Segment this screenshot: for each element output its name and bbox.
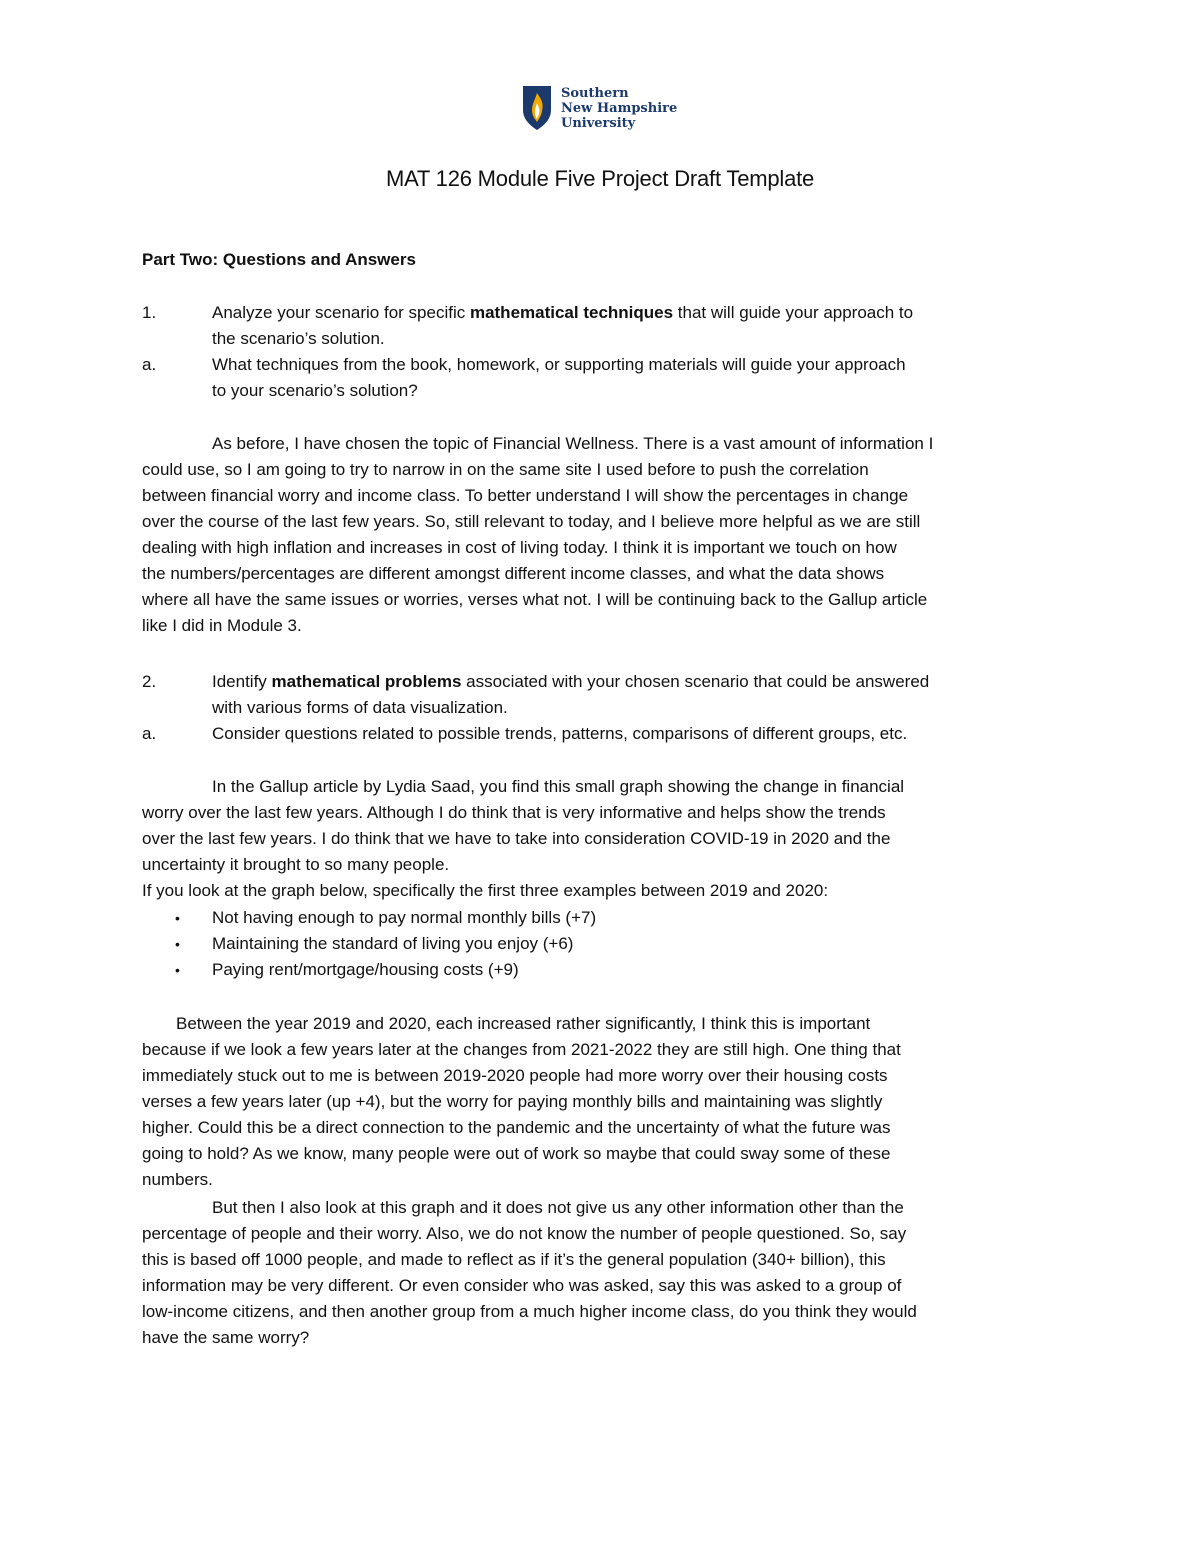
shield-flame-icon	[522, 85, 552, 131]
answer1-line: dealing with high inflation and increases in cost of living today. I think it is important we touch on how	[142, 538, 897, 557]
answer3-line: because if we look a few years later at the changes from 2021-2022 they are still high. One thing that	[142, 1040, 901, 1059]
answer3-line: going to hold? As we know, many people were out of work so maybe that could sway some of these	[142, 1144, 891, 1163]
bullet-item: Maintaining the standard of living you enjoy (+6)	[212, 934, 574, 953]
q2-cont: with various forms of data visualization.	[212, 698, 508, 717]
q1-pre: Analyze your scenario for specific	[212, 303, 470, 322]
q2a-line-1: Consider questions related to possible trends, patterns, comparisons of different groups, etc.	[212, 724, 908, 743]
answer2-line: uncertainty it brought to so many people.	[142, 855, 450, 874]
answer3-line: higher. Could this be a direct connection to the pandemic and the uncertainty of what the future was	[142, 1118, 891, 1137]
bullet-item: Paying rent/mortgage/housing costs (+9)	[212, 960, 519, 979]
logo-line-2: New Hampshire	[561, 100, 678, 116]
answer1-line: where all have the same issues or worries, verses what not. I will be continuing back to the Gallup article	[142, 590, 928, 609]
q2a-letter: a.	[142, 724, 157, 743]
document-title: MAT 126 Module Five Project Draft Template	[385, 166, 815, 191]
bullet-dot: •	[175, 936, 180, 952]
answer2-line: worry over the last few years. Although I do think that is very informative and helps show the trends	[142, 803, 886, 822]
bullet-dot: •	[175, 962, 180, 978]
q2-bold: mathematical problems	[271, 672, 462, 691]
answer3-line: percentage of people and their worry. Also, we do not know the number of people questioned. So, say	[142, 1224, 907, 1243]
answer3-line: immediately stuck out to me is between 2019-2020 people had more worry over their housing costs	[142, 1066, 888, 1085]
q1-number: 1.	[142, 303, 157, 322]
answer3-line: low-income citizens, and then another group from a much higher income class, do you think they would	[142, 1302, 917, 1321]
q2-pre: Identify	[212, 672, 272, 691]
answer3-line: have the same worry?	[142, 1328, 310, 1347]
answer3-line: Between the year 2019 and 2020, each increased rather significantly, I think this is important	[176, 1014, 871, 1033]
university-logo	[522, 84, 677, 132]
q2-post: associated with your chosen scenario that could be answered	[461, 672, 930, 691]
answer2-line: If you look at the graph below, specifically the first three examples between 2019 and 2020:	[142, 881, 829, 900]
q2-text	[212, 669, 1132, 695]
q1-post: that will guide your approach to	[673, 303, 914, 322]
q1a-letter: a.	[142, 355, 157, 374]
answer3-line: information may be very different. Or even consider who was asked, say this was asked to a group of	[142, 1276, 902, 1295]
answer3-line: this is based off 1000 people, and made to reflect as if it’s the general population (340+ billion), this	[142, 1250, 886, 1269]
logo-line-3: University	[561, 115, 636, 131]
bullet-dot: •	[175, 910, 180, 926]
answer3-line: verses a few years later (up +4), but the worry for paying monthly bills and maintaining was slightly	[142, 1092, 883, 1111]
q1-cont: the scenario’s solution.	[212, 329, 385, 348]
answer3-line: numbers.	[142, 1170, 213, 1189]
answer1-line: As before, I have chosen the topic of Financial Wellness. There is a vast amount of information I	[212, 434, 934, 453]
logo-line-1: Southern	[561, 85, 629, 101]
answer1-line: over the course of the last few years. So, still relevant to today, and I believe more helpful as we are still	[142, 512, 921, 531]
answer1-line: like I did in Module 3.	[142, 616, 302, 635]
answer1-line: the numbers/percentages are different amongst different income classes, and what the data shows	[142, 564, 885, 583]
bullet-item: Not having enough to pay normal monthly bills (+7)	[212, 908, 597, 927]
answer2-line: over the last few years. I do think that we have to take into consideration COVID-19 in 2020 and the	[142, 829, 891, 848]
answer1-line: between financial worry and income class. To better understand I will show the percentages in change	[142, 486, 909, 505]
answer3-line: But then I also look at this graph and it does not give us any other information other than the	[212, 1198, 904, 1217]
q2-number: 2.	[142, 672, 157, 691]
q1-bold: mathematical techniques	[469, 303, 674, 322]
section-heading: Part Two: Questions and Answers	[142, 250, 416, 269]
answer2-line: In the Gallup article by Lydia Saad, you find this small graph showing the change in financial	[212, 777, 905, 796]
logo-wordmark	[561, 86, 677, 131]
q1a-line-2: to your scenario’s solution?	[212, 381, 418, 400]
q1a-line-1: What techniques from the book, homework, or supporting materials will guide your approach	[212, 355, 906, 374]
answer1-line: could use, so I am going to try to narrow in on the same site I used before to push the correlation	[142, 460, 869, 479]
q1-text	[212, 300, 1132, 326]
